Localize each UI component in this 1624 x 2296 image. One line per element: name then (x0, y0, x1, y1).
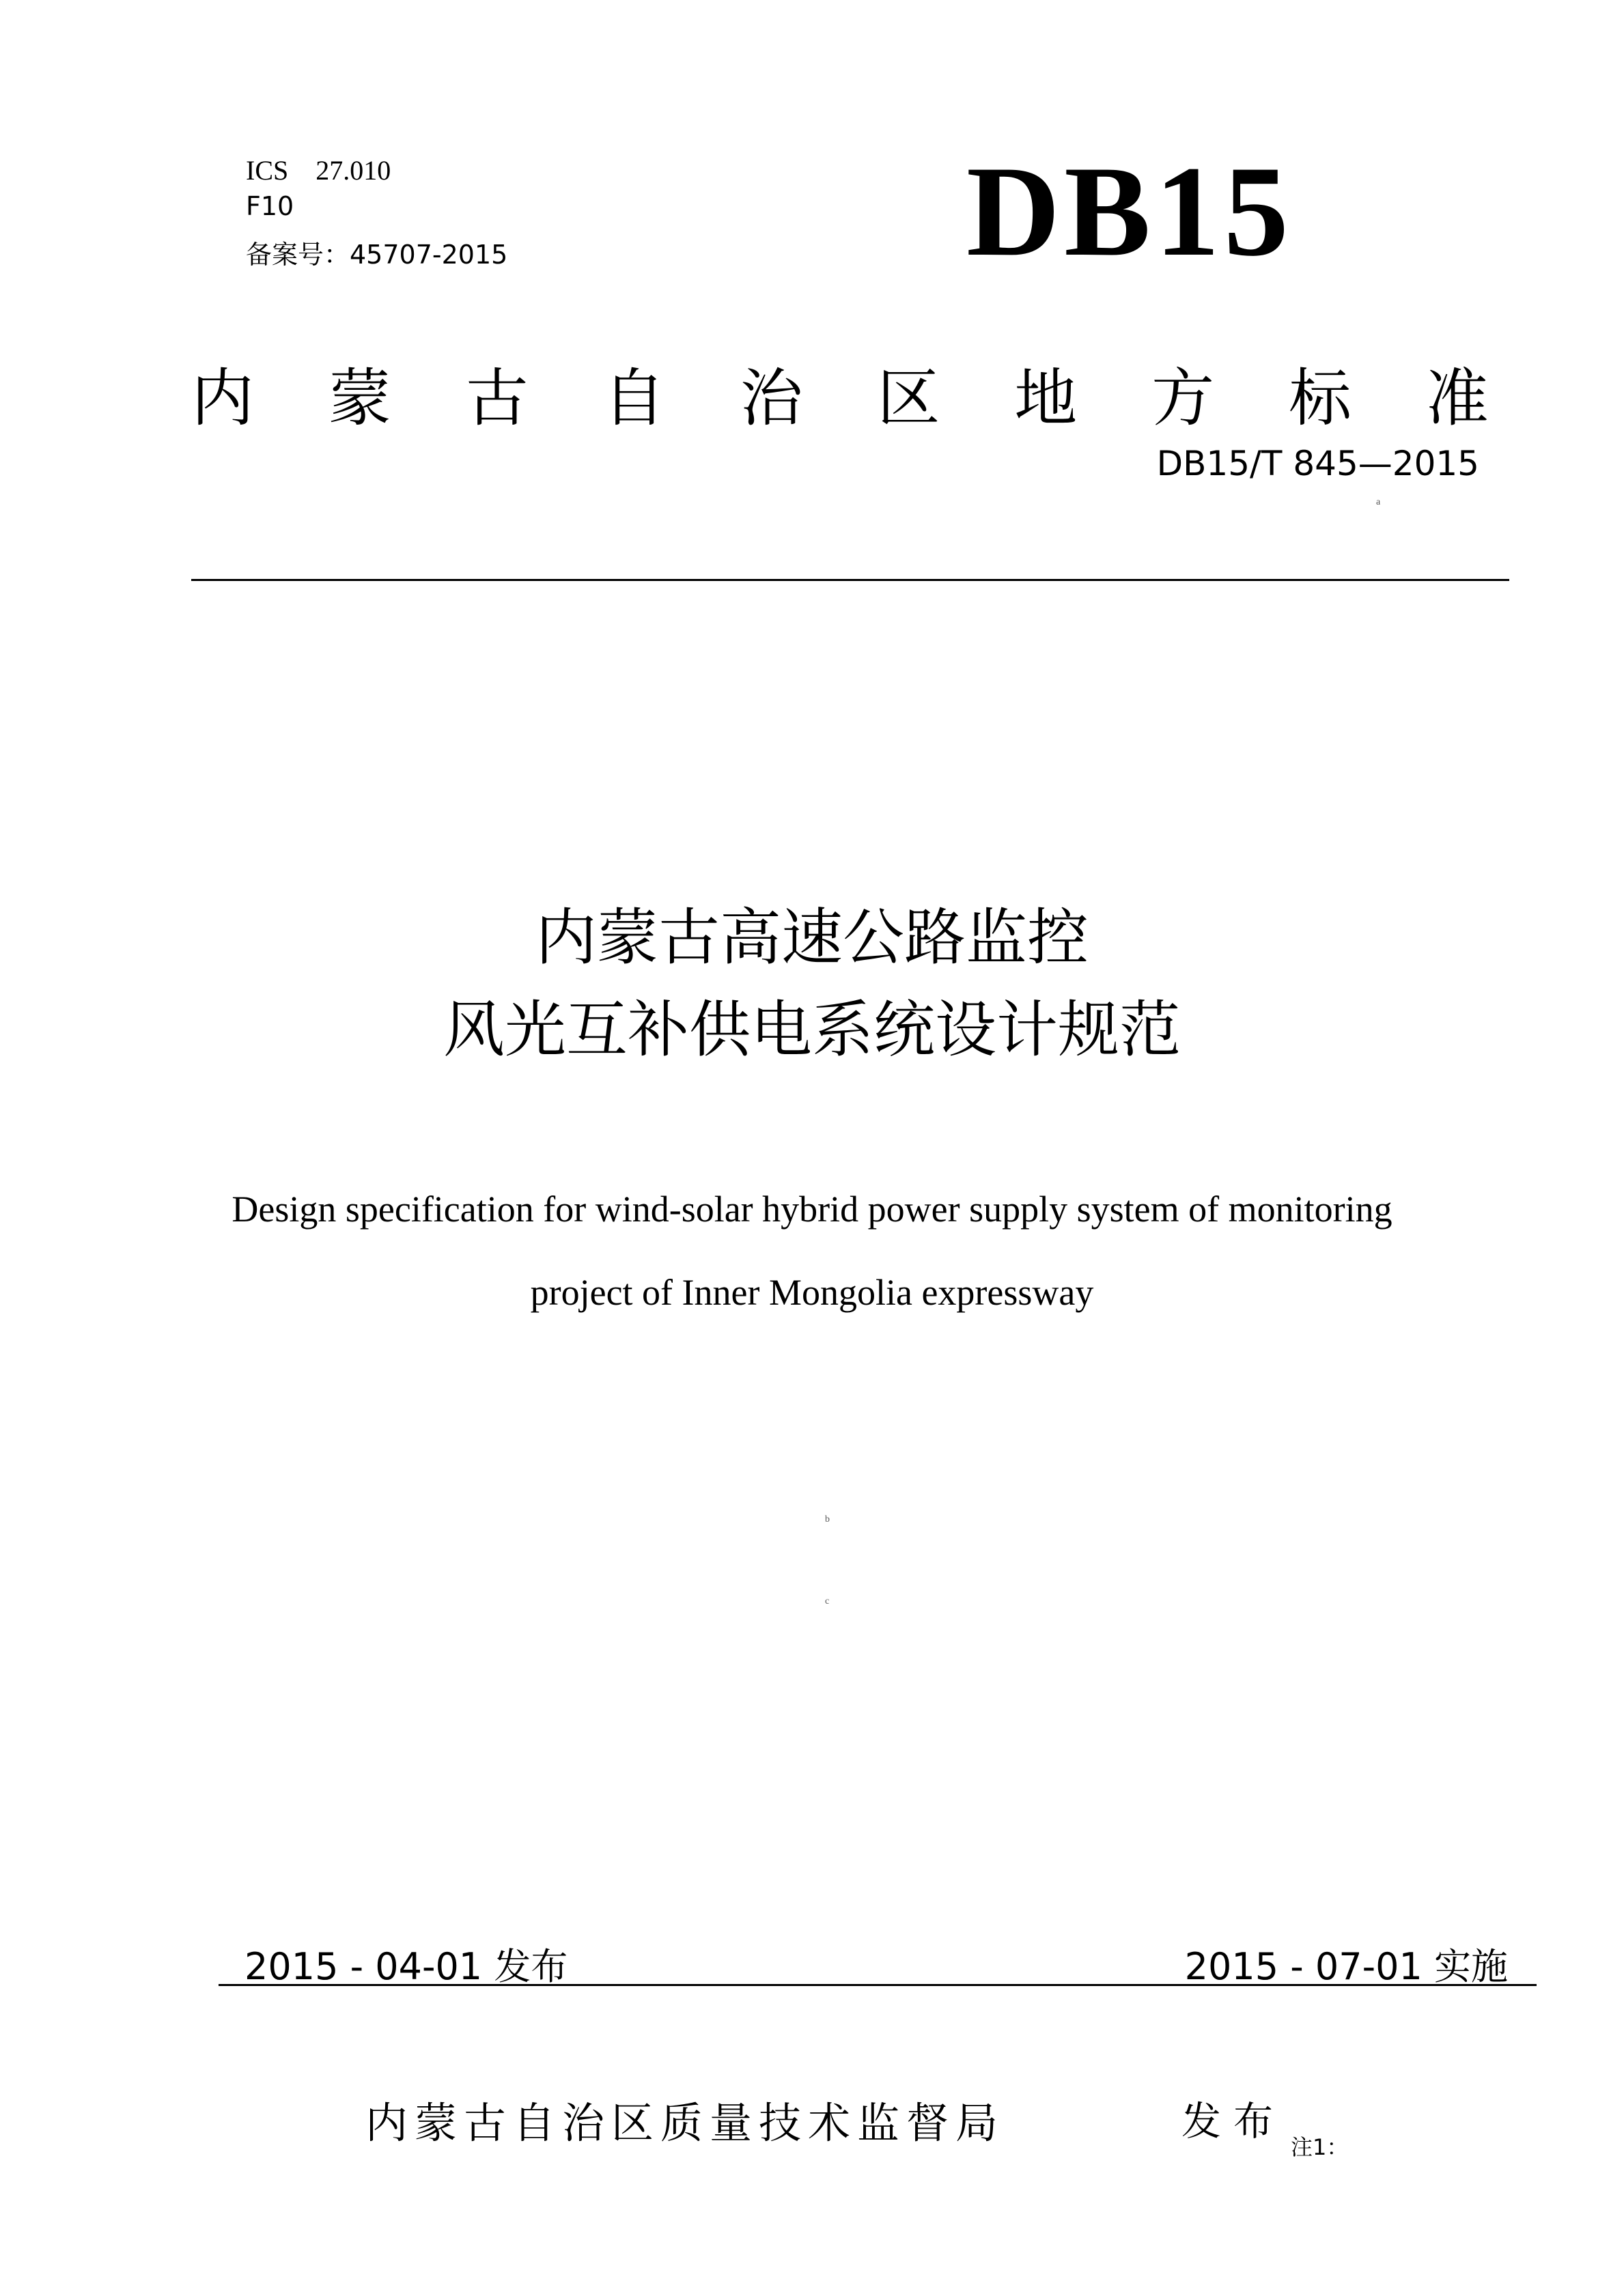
standard-type-char: 标 (1289, 362, 1352, 435)
ics-code: ICS 27.010 (246, 155, 391, 186)
title-cn-line1: 内蒙古高速公路监控 (535, 902, 1089, 974)
standard-type-char: 准 (1425, 362, 1489, 435)
title-en-line2: project of Inner Mongolia expressway (530, 1272, 1094, 1313)
standard-type-char: 方 (1151, 362, 1215, 435)
mark-c: c (825, 1596, 830, 1606)
standard-type-char: 地 (1014, 362, 1078, 435)
title-cn-line2: 风光互补供电系统设计规范 (443, 994, 1181, 1066)
standard-number: DB15/T 845—2015 (1156, 444, 1479, 483)
standard-type-char: 自 (602, 362, 666, 435)
publisher: 内蒙古自治区质量技术监督局 (365, 2098, 1005, 2148)
publish-label: 发布 (1181, 2098, 1286, 2144)
footnote-label: 注1： (1291, 2134, 1349, 2160)
title-en-line1: Design specification for wind-solar hybrid power supply system of monitoring (232, 1189, 1392, 1230)
standard-type-char: 区 (877, 362, 940, 435)
standard-type-char: 古 (465, 362, 529, 435)
top-divider (191, 579, 1509, 581)
classification-code: F10 (246, 191, 294, 221)
standard-type-char: 内 (191, 362, 255, 435)
db15-logo: DB15 (966, 140, 1293, 283)
standard-type-heading (191, 348, 1489, 438)
bottom-divider (219, 1984, 1537, 1986)
filing-number: 备案号：45707-2015 (246, 240, 508, 270)
mark-b: b (825, 1514, 830, 1525)
issue-date: 2015 - 04-01 发布 (244, 1945, 568, 1988)
implementation-date: 2015 - 07-01 实施 (1184, 1945, 1508, 1988)
standard-type-char: 治 (740, 362, 803, 435)
standard-type-char: 蒙 (328, 362, 391, 435)
mark-a: a (1376, 497, 1381, 507)
